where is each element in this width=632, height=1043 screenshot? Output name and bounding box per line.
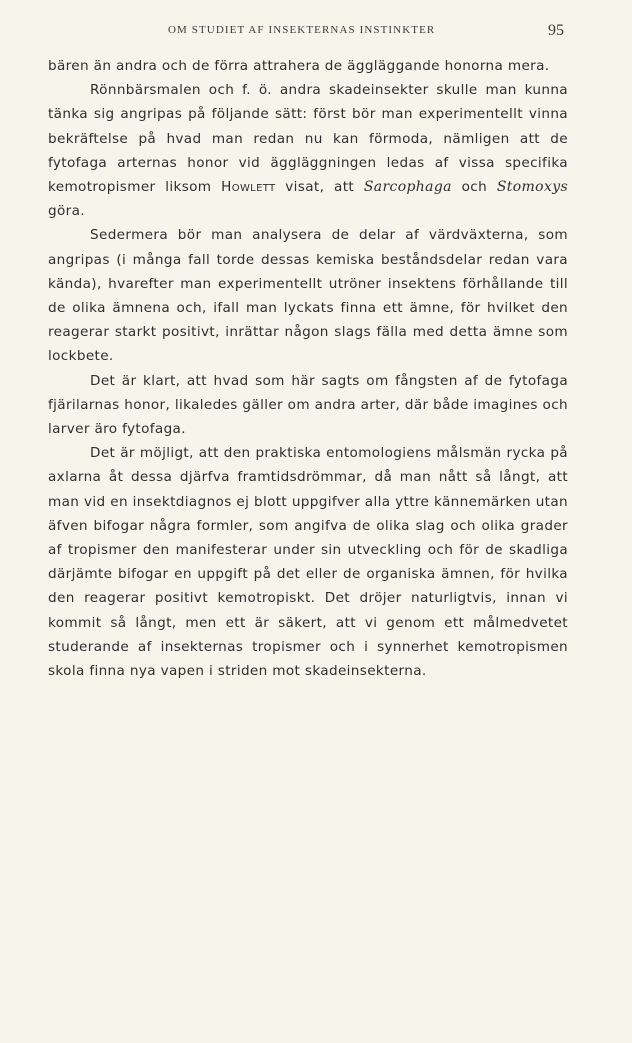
paragraph-1: bären än andra och de förra attrahera de äggläggande honorna mera. bbox=[48, 58, 550, 74]
paragraph-2-text-mid: visat, att bbox=[275, 179, 364, 196]
genus-sarcophaga: Sarcophaga bbox=[363, 179, 452, 196]
paragraph-3: Sedermera bör man analysera de delar af värdväxterna, som angripas (i många fall torde dessas kemiska beståndsdelar redan vara kända), hvarefter man experimentellt utröner insektens förhållande till de olika ämnena och, ifall man lyckats finna ett ämne, för hvilket den reagerar starkt positivt, inrättar någon slags fälla med detta ämne som lockbete. bbox=[48, 227, 568, 365]
page-number: 95 bbox=[548, 22, 564, 39]
paragraph-2-conj: och bbox=[451, 179, 497, 196]
author-name: Howlett bbox=[221, 179, 276, 196]
running-title: OM STUDIET AF INSEKTERNAS INSTINKTER bbox=[168, 24, 436, 36]
paragraph-5: Det är möjligt, att den praktiska entomologiens målsmän rycka på axlarna åt dessa djärfva framtidsdrömmar, då man nått så långt, att man vid en insektdiagnos ej blott uppgifver alla yttre kännemärken utan äfven bifogar några formler, som angifva de olika slag och olika grader af tropismer den manifesterar under sin utveckling och för de skadliga därjämte bifogar en uppgift på det eller de organiska ämnen, för hvilka den reagerar positivt kemotropiskt. Det dröjer naturligtvis, innan vi kommit så långt, men ett är säkert, att vi genom ett målmedvetet studerande af insekternas tropismer och i synnerhet kemotropismen skola finna nya vapen i striden mot skadeinsekterna. bbox=[48, 445, 568, 680]
paragraph-2-end: göra. bbox=[48, 203, 85, 220]
paragraph-2-text: Rönnbärsmalen och f. ö. andra skadeinsekter skulle man kunna tänka sig angripas på följande sätt: först bör man experimentellt vinna bekräftelse på hvad man redan nu kan förmoda, nämligen att de fytofaga arternas honor vid äggläggningen ledas af vissa specifika kemotropismer liksom bbox=[48, 82, 568, 196]
paragraph-4: Det är klart, att hvad som här sagts om fångsten af de fytofaga fjärilarnas honor, likaledes gäller om andra arter, där både imagines och larver äro fytofaga. bbox=[48, 372, 568, 438]
paragraph-2 bbox=[48, 78, 568, 223]
genus-stomoxys: Stomoxys bbox=[496, 179, 568, 196]
body-text bbox=[48, 54, 568, 683]
running-head bbox=[0, 24, 632, 44]
